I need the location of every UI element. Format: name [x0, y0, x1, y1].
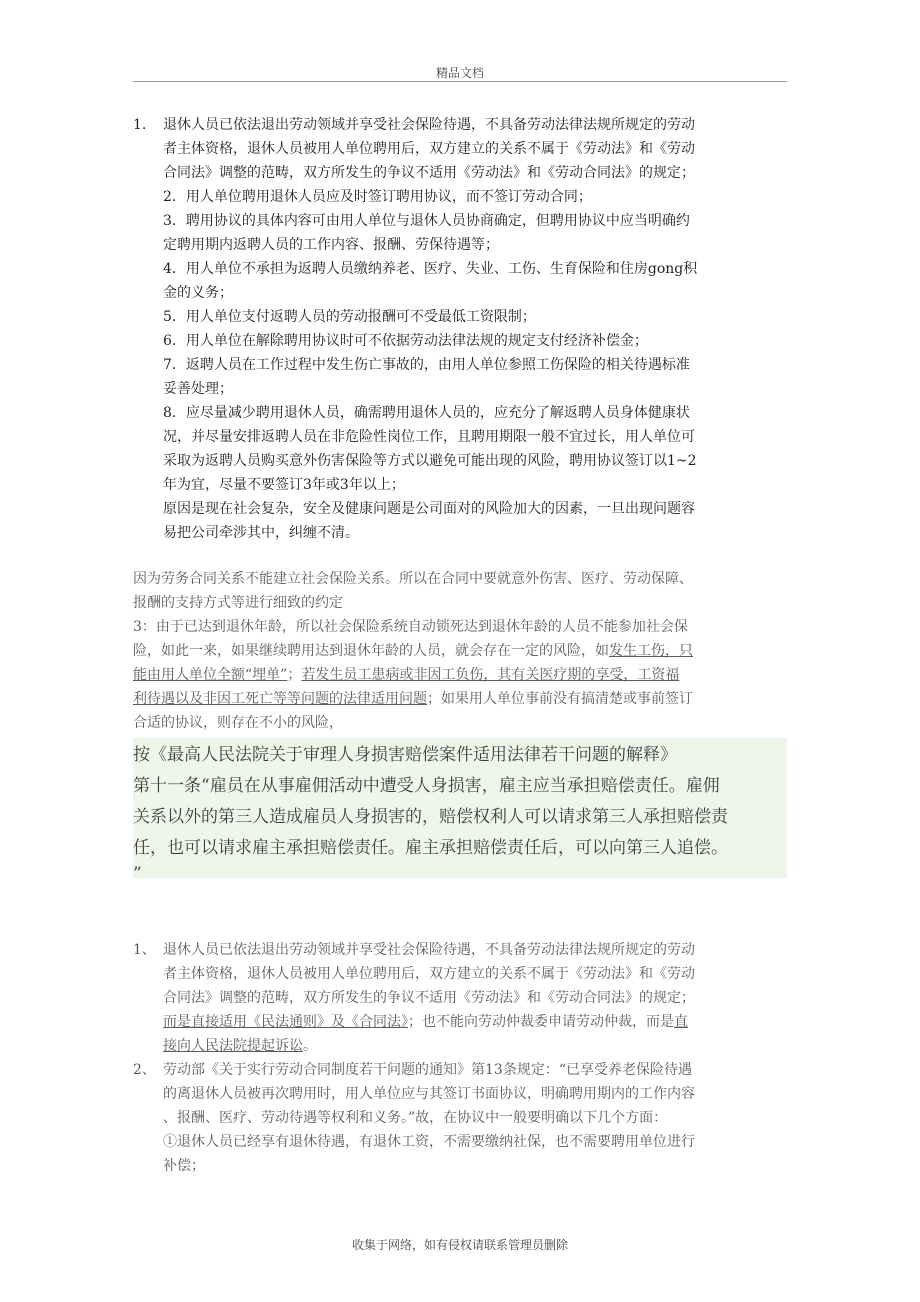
court-interpretation-quote: [133, 740, 787, 884]
header-divider: [133, 81, 787, 82]
text-line: 采取为返聘人员购买意外伤害保险等方式以避免可能出现的风险，聘用协议签订以1~2: [163, 453, 697, 469]
underlined-text: 适用《民法通则》及《合同法》: [219, 1014, 408, 1030]
quote-line: 关系以外的第三人造成雇员人身损害的，赔偿权利人可以请求第三人承担赔偿责: [133, 807, 728, 827]
text-line: 原因是现在社会复杂，安全及健康问题是公司面对的风险加大的因素，一旦出现问题容: [163, 501, 695, 517]
text-line: 3：由于已达到退休年龄，所以社会保险系统自动锁死达到退休年龄的人员不能参加社会保: [133, 619, 688, 635]
text-line: 退休人员已依法退出劳动领域并享受社会保险待遇，不具备劳动法律法规所规定的劳动: [163, 117, 695, 133]
list-item: [133, 938, 787, 962]
text-line: 妥善处理；: [163, 381, 233, 397]
text-line: 补偿；: [163, 1158, 205, 1174]
text-span: ；也不能向劳动仲裁委申请劳动仲裁，而是: [408, 1014, 674, 1030]
list-item: 8．应尽量减少聘用退休人员，确需聘用退休人员的，应充分了解返聘人员身体健康状: [163, 405, 690, 421]
text-line: 定聘用期内返聘人员的工作内容、报酬、劳保待遇等；: [163, 237, 499, 253]
text-line: 劳动部《关于实行劳动合同制度若干问题的通知》第13条规定：“已享受养老保险待遇: [163, 1062, 692, 1078]
underlined-text: 发生工伤，只: [609, 643, 693, 659]
text-span: ；: [287, 667, 302, 683]
item-number: 1、: [133, 942, 156, 958]
text-line: 合同法》调整的范畴，双方所发生的争议不适用《劳动法》和《劳动合同法》的规定；: [163, 990, 695, 1006]
item-number: 2、: [133, 1062, 156, 1078]
section-retiree-dispute: [133, 938, 787, 1178]
quote-line: 任，也可以请求雇主承担赔偿责任。雇主承担赔偿责任后，可以向第三人追偿。: [133, 838, 728, 858]
quote-line: 第十一条“雇员在从事雇佣活动中遭受人身损害，雇主应当承担赔偿责任。雇佣: [133, 776, 720, 796]
text-span: 。: [303, 1038, 317, 1054]
list-item: 7．返聘人员在工作过程中发生伤亡事故的，由用人单位参照工伤保险的相关待遇标准: [163, 357, 690, 373]
list-item: 6．用人单位在解除聘用协议时可不依据劳动法律法规的规定支付经济补偿金；: [163, 333, 648, 349]
text-line: 易把公司牵涉其中，纠缠不清。: [163, 525, 359, 541]
text-line: 合同法》调整的范畴，双方所发生的争议不适用《劳动法》和《劳动合同法》的规定；: [163, 165, 695, 181]
page-footer: 收集于网络，如有侵权请联系管理员删除: [351, 1238, 568, 1252]
text-line: 况，并尽量安排返聘人员在非危险性岗位工作，且聘用期限一般不宜过长，用人单位可: [163, 429, 695, 445]
list-item: 2．用人单位聘用退休人员应及时签订聘用协议，而不签订劳动合同；: [163, 189, 592, 205]
list-item: 3．聘用协议的具体内容可由用人单位与退休人员协商确定，但聘用协议中应当明确约: [163, 213, 690, 229]
underlined-text: 直: [674, 1014, 688, 1030]
text-span: ；如果用人单位事前没有搞清楚或事前签订: [427, 691, 693, 707]
underlined-text: 若发生员工患病或非因工负伤，其有关医疗期的享受，工资福: [301, 667, 680, 683]
text-line: 退休人员已依法退出劳动领域并享受社会保险待遇，不具备劳动法律法规所规定的劳动: [163, 942, 695, 958]
text-line: 的离退休人员被再次聘用时，用人单位应与其签订书面协议，明确聘用期内的工作内容: [163, 1086, 695, 1102]
text-line: 报酬的支持方式等进行细致的约定: [133, 595, 343, 611]
text-line: 者主体资格，退休人员被用人单位聘用后，双方建立的关系不属于《劳动法》和《劳动: [163, 966, 695, 982]
section-retiree-rules: [133, 113, 787, 545]
quote-close-mark: ”: [133, 864, 142, 884]
quote-line: 按《最高人民法院关于审理人身损害赔偿案件适用法律若干问题的解释》: [133, 745, 677, 765]
list-item: 5．用人单位支付返聘人员的劳动报酬可不受最低工资限制；: [163, 309, 536, 325]
underlined-text: 接向人民法院提起诉讼: [163, 1038, 303, 1054]
text-line: [133, 1034, 787, 1058]
underlined-text: 利待遇以及非因工死亡等等问题的法律适用问题: [133, 691, 427, 707]
underlined-text: 而是直接: [163, 1014, 219, 1030]
list-item: [133, 113, 787, 137]
underlined-text: 能由用人单位全额“埋单”: [133, 667, 288, 683]
text-line: 合适的协议，则存在不小的风险，: [133, 715, 343, 731]
list-item: 4．用人单位不承担为返聘人员缴纳养老、医疗、失业、工伤、生育保险和住房gong积: [163, 261, 698, 277]
page-header: 精品文档: [435, 66, 484, 80]
text-line: 、报酬、医疗、劳动待遇等权利和义务。”故，在协议中一般要明确以下几个方面：: [163, 1110, 668, 1126]
text-span: 险，如此一来，如果继续聘用达到退休年龄的人员，就会存在一定的风险，如: [133, 643, 609, 659]
list-item: [133, 1058, 787, 1082]
text-line: 金的义务；: [163, 285, 233, 301]
text-line: [133, 639, 787, 663]
text-line: [133, 663, 787, 687]
text-line: [133, 1010, 787, 1034]
text-line: 因为劳务合同关系不能建立社会保险关系。所以在合同中要就意外伤害、医疗、劳动保障、: [133, 571, 693, 587]
text-line: 年为宜，尽量不要签订3年或3年以上；: [163, 477, 405, 493]
text-line: ①退休人员已经享有退休待遇，有退休工资，不需要缴纳社保，也不需要聘用单位进行: [163, 1134, 695, 1150]
text-line: 者主体资格，退休人员被用人单位聘用后，双方建立的关系不属于《劳动法》和《劳动: [163, 141, 695, 157]
section-labor-contract: [133, 567, 787, 735]
text-line: [133, 687, 787, 711]
item-number: 1.: [133, 117, 147, 133]
